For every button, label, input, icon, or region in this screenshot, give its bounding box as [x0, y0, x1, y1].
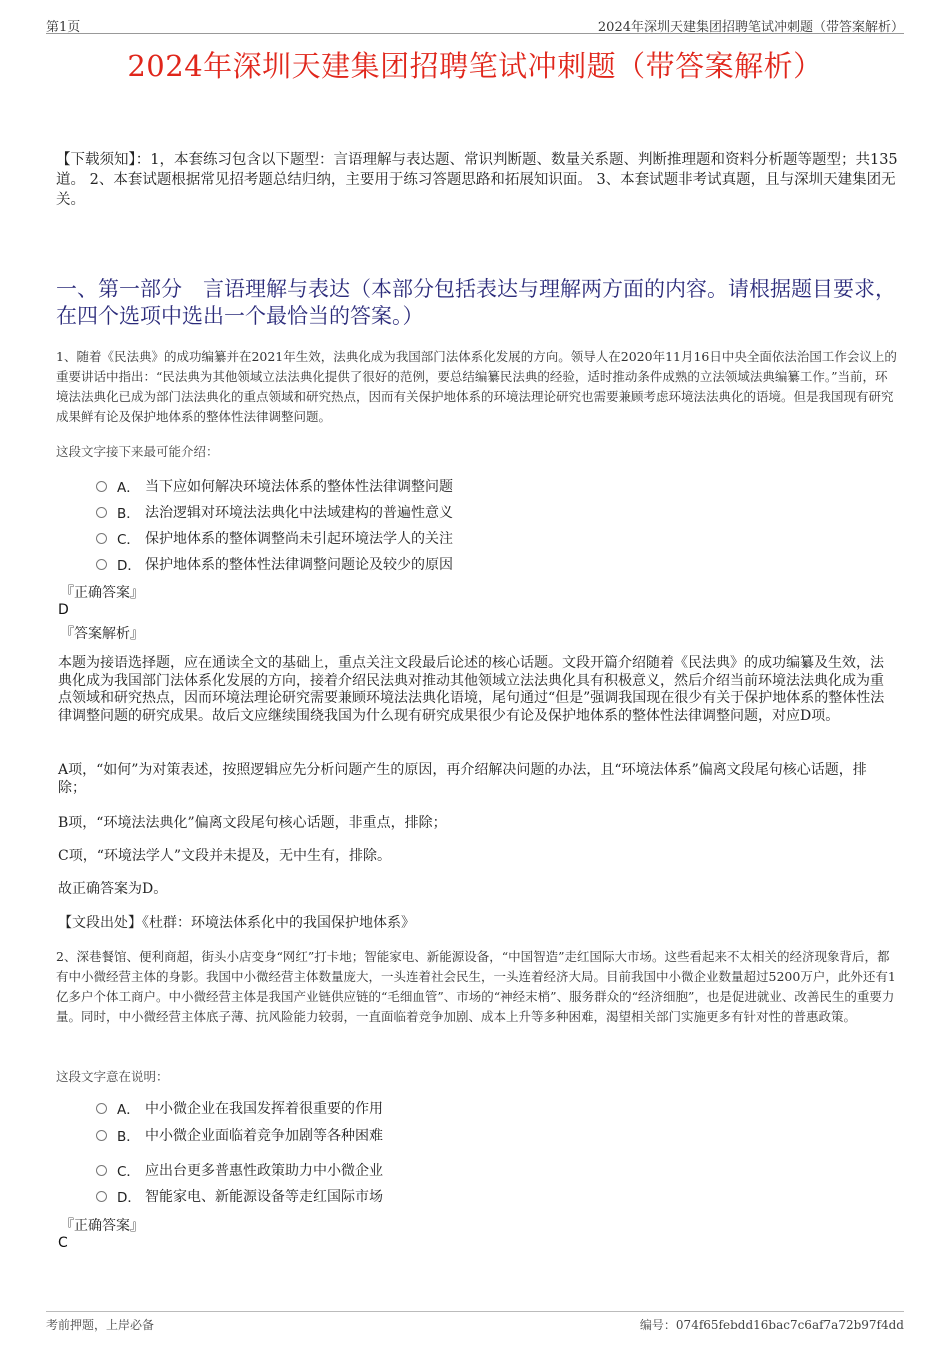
question-2-option-b[interactable]: [96, 1124, 383, 1146]
question-1-option-d[interactable]: [96, 553, 453, 575]
option-letter: B．: [117, 1129, 140, 1145]
question-2-option-a[interactable]: [96, 1097, 383, 1119]
question-1-option-c[interactable]: [96, 527, 453, 549]
question-2-answer-label: 『正确答案』: [60, 1218, 144, 1234]
radio-icon[interactable]: [96, 1130, 107, 1141]
option-text: 当下应如何解决环境法体系的整体性法律调整问题: [145, 479, 453, 495]
question-2-option-c[interactable]: [96, 1159, 383, 1181]
option-letter: A．: [117, 480, 140, 496]
option-letter: B．: [117, 506, 140, 522]
question-2-answer: C: [58, 1235, 68, 1251]
option-text: 智能家电、新能源设备等走红国际市场: [145, 1189, 383, 1205]
question-2-text: 2、深巷餐馆、便利商超，街头小店变身“网红”打卡地；智能家电、新能源设备，“中国智造”走红国际大市场。这些看起来不太相关的经济现象背后，都有中小微经营主体的身影。我国中小微经营主体数量庞大，一头连着社会民生，一头连着经济大局。目前我国中小微企业数量超过5200万户，此外还有1亿多户个体工商户。中小微经营主体是我国产业链供应链的“毛细血管”、市场的“神经末梢”、服务群众的“经济细胞”，也是促进就业、改善民生的重要力量。同时，中小微经营主体底子薄、抗风险能力较弱，一直面临着竞争加剧、成本上升等多种困难，渴望相关部门实施更多有针对性的普惠政策。: [56, 949, 896, 1024]
radio-icon[interactable]: [96, 1191, 107, 1202]
option-text: 保护地体系的整体性法律调整问题论及较少的原因: [145, 557, 453, 573]
option-text: 保护地体系的整体调整尚未引起环境法学人的关注: [145, 531, 453, 547]
option-letter: C．: [117, 1164, 140, 1180]
footer-divider: [46, 1311, 904, 1312]
option-text: 中小微企业面临着竞争加剧等各种困难: [145, 1128, 383, 1144]
question-1-option-b[interactable]: [96, 501, 453, 523]
option-letter: A．: [117, 1102, 140, 1118]
section-heading: 一、第一部分 言语理解与表达（本部分包括表达与理解两方面的内容。请根据题目要求，在四个选项中选出一个最恰当的答案。）: [56, 277, 896, 328]
question-1-answer-label: 『正确答案』: [60, 585, 144, 601]
question-1-prompt: 这段文字接下来最可能介绍：: [56, 444, 219, 459]
option-letter: D．: [117, 1190, 141, 1206]
document-title: 2024年深圳天建集团招聘笔试冲刺题（带答案解析）: [127, 49, 823, 83]
question-1-analysis-main: 本题为接语选择题，应在通读全文的基础上，重点关注文段最后论述的核心话题。文段开篇介绍随着《民法典》的成功编纂及生效，法典化成为我国部门法体系化发展的方向，接着介绍民法典对推动其他领域立法法典化具有积极意义，然后介绍当前环境法法典化成为重点领域和研究热点，因而环境法理论研究需要兼顾环境法法典化语境，尾句通过“但是”强调我国现在很少有关于保护地体系的整体性法律调整问题的研究成果。故后文应继续围绕我国为什么现有研究成果很少有论及保护地体系的整体性法律调整问题，对应D项。: [58, 655, 885, 724]
download-notice: 【下载须知】：1，本套练习包含以下题型：言语理解与表达题、常识判断题、数量关系题、判断推理题和资料分析题等题型；共135道。 2、本套试题根据常见招考题总结归纳，主要用于练习答题思路和拓展知识面。 3、本套试题非考试真题，且与深圳天建集团无关。: [56, 152, 898, 208]
question-1-source: 【文段出处】《杜群：环境法体系化中的我国保护地体系》: [58, 915, 415, 931]
option-text: 法治逻辑对环境法法典化中法域建构的普遍性意义: [145, 505, 453, 521]
radio-icon[interactable]: [96, 1165, 107, 1176]
question-1-analysis-conclusion: 故正确答案为D。: [58, 881, 168, 897]
radio-icon[interactable]: [96, 481, 107, 492]
radio-icon[interactable]: [96, 1103, 107, 1114]
question-1-analysis-a: A项，“如何”为对策表述，按照逻辑应先分析问题产生的原因，再介绍解决问题的办法，且“环境法体系”偏离文段尾句核心话题，排除；: [58, 762, 867, 796]
option-text: 中小微企业在我国发挥着很重要的作用: [145, 1101, 383, 1117]
question-1-analysis-b: B项，“环境法法典化”偏离文段尾句核心话题，非重点，排除；: [58, 815, 447, 831]
header-divider: [46, 33, 904, 34]
footer-doc-id: 编号：074f65febdd16bac7c6af7a72b97f4dd: [639, 1318, 904, 1332]
question-1-answer: D: [58, 602, 69, 618]
radio-icon[interactable]: [96, 533, 107, 544]
header-doc-title: 2024年深圳天建集团招聘笔试冲刺题（带答案解析）: [597, 20, 904, 35]
radio-icon[interactable]: [96, 507, 107, 518]
option-letter: C．: [117, 532, 140, 548]
question-1-text: 1、随着《民法典》的成功编纂并在2021年生效，法典化成为我国部门法体系化发展的方向。领导人在2020年11月16日中央全面依法治国工作会议上的重要讲话中指出：“民法典为其他领域立法法典化提供了很好的范例，要总结编纂民法典的经验，适时推动条件成熟的立法领域法典编纂工作。”当前，环境法法典化已成为部门法法典化的重点领域和研究热点，因而有关保护地体系的环境法理论研究也需要兼顾考虑环境法法典化的语境。但是我国现有研究成果鲜有论及保护地体系的整体性法律调整问题。: [56, 349, 897, 424]
question-1-analysis-c: C项，“环境法学人”文段并未提及，无中生有，排除。: [58, 848, 392, 864]
option-text: 应出台更多普惠性政策助力中小微企业: [145, 1163, 383, 1179]
question-2-prompt: 这段文字意在说明：: [56, 1069, 169, 1084]
page-number: 第1页: [46, 20, 81, 35]
radio-icon[interactable]: [96, 559, 107, 570]
question-1-analysis-label: 『答案解析』: [60, 626, 144, 642]
footer-slogan: 考前押题，上岸必备: [46, 1318, 155, 1332]
question-1-option-a[interactable]: [96, 475, 453, 497]
option-letter: D．: [117, 558, 141, 574]
question-2-option-d[interactable]: [96, 1185, 383, 1207]
